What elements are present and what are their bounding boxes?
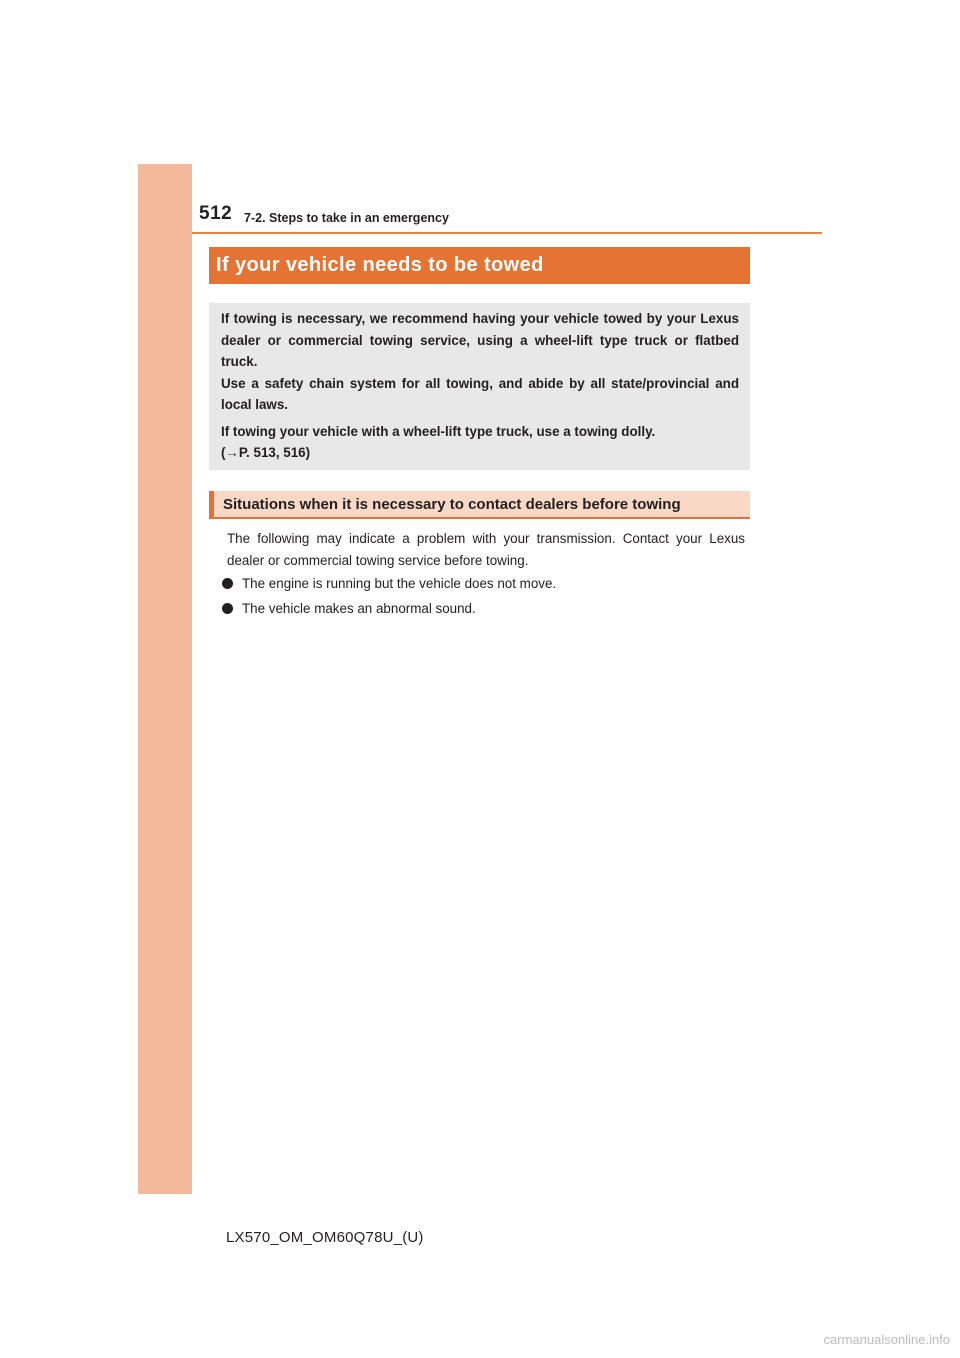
page-number: 512	[199, 203, 233, 224]
page-reference-link[interactable]: (→P. 513, 516)	[221, 445, 311, 460]
bullet-text: The vehicle makes an abnormal sound.	[242, 600, 476, 616]
intro-paragraph-2: Use a safety chain system for all towing, and abide by all state/provincial and local laws.	[221, 375, 739, 412]
document-code: LX570_OM_OM60Q78U_(U)	[226, 1229, 424, 1246]
bullet-icon	[222, 603, 233, 614]
intro-box	[209, 303, 750, 470]
header-divider	[192, 232, 822, 234]
body-paragraph: The following may indicate a problem with your transmission. Contact your Lexus dealer or commercial towing service before towing.	[227, 531, 745, 568]
list-item	[222, 598, 752, 620]
section-breadcrumb: 7-2. Steps to take in an emergency	[244, 211, 449, 225]
chapter-side-tab	[138, 164, 192, 1194]
intro-paragraph-3: If towing your vehicle with a wheel-lift type truck, use a towing dolly.	[221, 423, 656, 439]
bullet-list	[222, 573, 752, 622]
subheading: Situations when it is necessary to contact dealers before towing	[209, 491, 750, 519]
section-title: If your vehicle needs to be towed	[209, 247, 750, 284]
watermark: carmanualsonline.info	[823, 1332, 950, 1347]
bullet-text: The engine is running but the vehicle does not move.	[242, 576, 557, 591]
bullet-icon	[222, 578, 233, 589]
intro-paragraph-1: If towing is necessary, we recommend having your vehicle towed by your Lexus dealer or commercial towing service, using a wheel-lift type truck or flatbed truck.	[221, 311, 739, 369]
list-item	[222, 573, 752, 595]
